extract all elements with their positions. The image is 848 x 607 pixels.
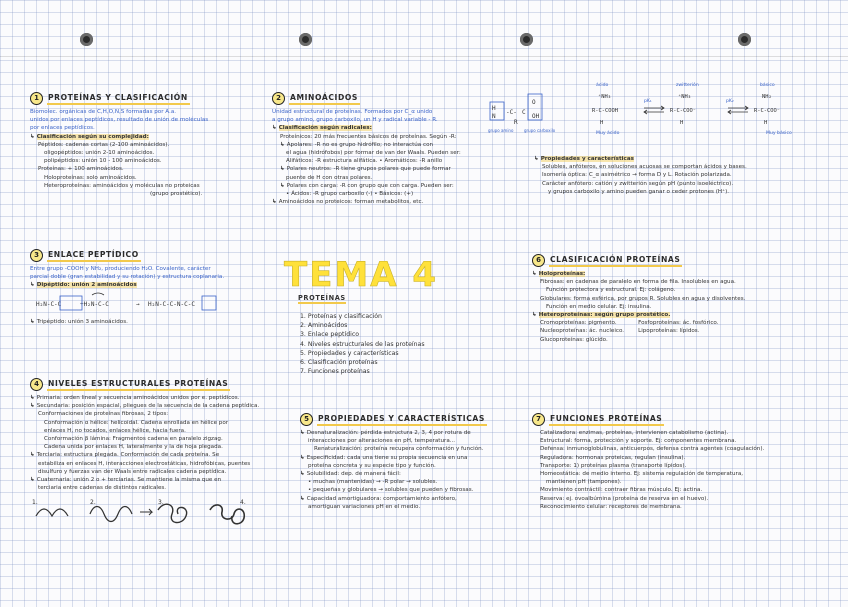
arrow-icon: ↳	[532, 271, 537, 277]
note-line: Desnaturalización: pérdida estructura 2, 3, 4 por rotura de	[306, 430, 471, 436]
arrow-icon: ↳	[280, 166, 285, 173]
arrow-icon: ↳	[272, 199, 277, 206]
section-title: ENLACE PEPTÍDICO	[47, 250, 141, 262]
arrow-icon: ↳	[30, 452, 35, 459]
note-line: Conformación α hélice: helicoidal. Cadena enrollada en hélice por	[44, 419, 229, 426]
section-title: FUNCIONES PROTEÍNAS	[549, 414, 664, 426]
note-line: Cuaternaria: unión 2 o + terciarias. Se mantiene la misma que en	[36, 477, 222, 484]
svg-text:-C-: -C-	[506, 109, 517, 116]
properties-summary	[534, 155, 834, 196]
section-protein-classification	[532, 254, 832, 344]
note-line: Proteínicos: 20 más frecuentes básicos de proteínas. Según -R:	[280, 133, 457, 140]
note-line: Solubilidad: dep. de manera fácil:	[306, 471, 401, 478]
arrow-icon: ↳	[300, 471, 305, 478]
svg-text:H₂N-C-C: H₂N-C-C	[36, 300, 62, 308]
amino-acid-structure-drawing	[488, 92, 556, 142]
note-line: puente de H con otras polares.	[286, 174, 373, 181]
svg-text:OH: OH	[532, 113, 540, 120]
note-line: Reconocimiento celular: receptores de membrana.	[540, 503, 682, 510]
note-line: Heteroproteínas: aminoácidos y moléculas no proteicas	[44, 182, 200, 189]
note-line: Función en medio celular. Ej: insulina.	[546, 303, 652, 310]
index-item: 3. Enlace peptídico	[300, 331, 360, 339]
section-amino-acids	[272, 92, 514, 206]
note-line: Reserva: ej. ovoalbúmina (proteína de reserva en el huevo).	[540, 495, 709, 502]
note-line: polipéptidos: unión 10 - 100 aminoácidos.	[44, 158, 162, 165]
note-line: Fosfoproteínas: ác. fosfórico.	[638, 320, 719, 327]
equation-label: Muy ácido	[596, 131, 620, 136]
note-line: terciaria entre cadenas de distintos radicales.	[38, 485, 167, 492]
note-line: a grupo amino, grupo carboxilo, un H y radical variable - R.	[272, 117, 438, 124]
note-line: Solubles, anfóteros, en soluciones acuosas se comportan ácidos y bases.	[542, 164, 747, 171]
note-line: Unidad estructural de proteínas. Formados por C_α unido	[272, 109, 433, 115]
arrow-icon: ↳	[30, 403, 35, 410]
note-line: Entre grupo -COOH y NH₂, produciendo H₂O. Covalente, carácter	[30, 266, 211, 272]
note-line: Apolares: -R no es grupo hidrófilo; no interactúa con	[286, 141, 434, 148]
note-line: Función protectora y estructural. Ej: colágeno.	[546, 287, 676, 294]
arrow-icon: ↳	[300, 430, 305, 436]
index-item: 4. Niveles estructurales de las proteínas	[300, 340, 425, 348]
section-number: 2	[272, 92, 285, 105]
note-line: el agua (hidrófobos) por formar de van der Waals. Pueden ser:	[286, 150, 461, 157]
binder-hole	[299, 33, 312, 46]
note-line: Clasificación según radicales:	[278, 125, 372, 132]
section-proteins-classification	[30, 92, 270, 198]
note-line: Terciaria: estructura plegada. Conformación de cada proteína. Se	[36, 452, 220, 459]
figure-label: 2.	[90, 499, 96, 507]
section-title: NIVELES ESTRUCTURALES PROTEÍNAS	[47, 379, 230, 391]
equation-label: ácido	[596, 83, 609, 88]
svg-text:R-C-COO⁻: R-C-COO⁻	[670, 108, 696, 114]
note-line: Homeostática: de medio interno. Ej: sistema regulación de temperatura,	[540, 471, 744, 478]
topic-index	[300, 312, 425, 376]
svg-text:H: H	[764, 120, 768, 126]
arrow-icon: ↳	[30, 282, 35, 289]
note-line: Alifáticos: -R estructura alifática. • Aromáticos: -R anillo	[286, 158, 443, 165]
note-line: Tripéptido: unión 3 aminoácidos.	[36, 318, 128, 325]
arrow-icon: ↳	[280, 141, 285, 148]
note-line: Globulares: forma esférica, por grupos R. Solubles en agua y disolventes.	[540, 295, 746, 302]
index-item: 7. Funciones proteínas	[300, 368, 370, 376]
note-line: Transporte: 1) proteínas plasma (transporte lípidos).	[540, 462, 687, 469]
protein-structure-drawing	[30, 496, 280, 526]
note-line: Glucoproteínas: glúcido.	[540, 336, 608, 343]
note-line: Reguladora: hormonas proteicas, regulan (insulina).	[540, 454, 686, 461]
note-line: Cadena unida por enlaces H, lateralmente y la de hoja plegada.	[44, 444, 223, 451]
binder-hole	[80, 33, 93, 46]
note-line: estabiliza en enlaces H, interacciones electrostáticas, hidrofóbicas, puentes	[38, 460, 251, 467]
note-line: Defensa: inmunoglobulinas, anticuerpos, defensa contra agentes (coagulación).	[540, 446, 765, 453]
dipeptide-formula-drawing	[30, 290, 270, 318]
heteroprotein-grid	[532, 319, 832, 344]
note-line: Primaria: orden lineal y secuencia aminoácidos unidos por e. peptídicos.	[36, 395, 240, 401]
note-line: Holoproteínas: solo aminoácidos.	[44, 174, 137, 181]
note-line: Péptidos: cadenas cortas (2-100 aminoácidos).	[38, 141, 170, 148]
note-line: • pequeñas y globulares → solubles que pueden y fibrosas.	[308, 487, 474, 494]
svg-text:⁺NH₃: ⁺NH₃	[678, 94, 691, 100]
equation-label: básico	[760, 83, 775, 88]
section-number: 4	[30, 378, 43, 391]
index-item: 1. Proteínas y clasificación	[300, 313, 382, 320]
note-line: por enlaces peptídicos.	[30, 125, 95, 132]
note-line: Polares neutros: -R tiene grupos polares que puede formar	[286, 166, 451, 173]
note-line: Catalizadora: enzimas, proteínas, intervienen catabolismo (actina).	[540, 430, 729, 436]
section-title: PROTEÍNAS Y CLASIFICACIÓN	[47, 93, 190, 105]
section-structural-levels	[30, 378, 280, 526]
arrow-icon: ↳	[532, 312, 537, 319]
section-number: 5	[300, 413, 313, 426]
svg-text:R: R	[514, 119, 518, 126]
arrow-icon: ↳	[300, 495, 305, 502]
arrow-icon: ↳	[30, 395, 35, 401]
note-line: • Ácidos: -R grupo carboxilo (-) • Básicos: (+)	[286, 191, 414, 198]
note-line: Cromoproteínas: pigmento.	[540, 320, 617, 327]
note-line: Especificidad: cada una tiene su propia secuencia en una	[306, 454, 468, 461]
note-line: Secundaria: posición espacial, pliegues de la secuencia de la cadena peptídica.	[36, 403, 260, 410]
equation-label: Muy básico	[766, 131, 792, 136]
group-label: grupo amino	[488, 128, 514, 133]
note-line: Conformación β lámina: Fragmentos cadena en paralelo zigzag.	[44, 436, 223, 443]
index-item: 2. Aminoácidos	[300, 322, 348, 330]
svg-text:O: O	[532, 99, 536, 106]
svg-text:→: →	[136, 300, 140, 308]
note-line: Aminoácidos no proteicos: forman metabolitos, etc.	[278, 199, 424, 206]
note-line: Clasificación según su complejidad:	[36, 133, 149, 140]
note-line: Holoproteínas:	[538, 271, 586, 277]
arrow-icon: ↳	[272, 125, 277, 132]
note-line: Propiedades y características	[540, 156, 634, 162]
section-number: 7	[532, 413, 545, 426]
svg-text:H₂N-C-C-N-C-C: H₂N-C-C-N-C-C	[148, 300, 195, 308]
equation-label: pK₂	[726, 99, 734, 104]
note-line: Biomolec. orgánicas de C,H,O,N,S formadas por A.a.	[30, 109, 177, 115]
arrow-icon: ↳	[30, 477, 35, 484]
section-title: PROPIEDADES Y CARACTERÍSTICAS	[317, 414, 487, 426]
binder-hole	[520, 33, 533, 46]
section-number: 6	[532, 254, 545, 267]
ionization-equation-drawing	[590, 80, 840, 142]
note-line: parcial doble (gran estabilidad y su rotación) y estructura coplanaria.	[30, 274, 225, 281]
note-line: Movimiento contráctil: contraer fibras músculo. Ej: actina.	[540, 487, 703, 494]
svg-text:N: N	[492, 113, 496, 120]
note-line: Nucleoproteínas: ác. nucleico.	[540, 328, 625, 335]
note-line: Isomería óptica: C_α asimétrico → forma D y L. Rotación polarizada.	[542, 172, 732, 179]
note-line: proteína concreta y su especie tipo y función.	[308, 462, 436, 469]
svg-text:NH₂: NH₂	[762, 94, 772, 100]
note-line: • muchas (mantenidas) → -R polar → solubles.	[308, 479, 438, 486]
note-line: Polares con carga: -R con grupo que con carga. Pueden ser:	[286, 182, 454, 189]
svg-text:C: C	[522, 109, 526, 116]
svg-text:H: H	[680, 120, 684, 126]
note-line: Heteroproteínas: según grupo prostético.	[538, 312, 671, 319]
note-line: mantienen pH (tampones).	[546, 479, 622, 486]
section-peptide-bond	[30, 249, 270, 326]
note-line: Renaturalización: proteína recupera conformación y función.	[314, 446, 484, 453]
page-fold	[0, 56, 848, 57]
section-number: 1	[30, 92, 43, 105]
equation-label: zwitterión	[676, 83, 699, 88]
note-line: amortiguan variaciones pH en el medio.	[308, 503, 421, 510]
arrow-icon: ↳	[30, 133, 35, 140]
note-line: Carácter anfótero: catión y zwitterión según pH (punto isoeléctrico).	[542, 180, 734, 187]
section-title: CLASIFICACIÓN PROTEÍNAS	[549, 255, 682, 267]
figure-label: 4.	[240, 499, 246, 507]
page-subtitle: PROTEÍNAS	[298, 294, 346, 302]
svg-text:⁺NH₃: ⁺NH₃	[598, 94, 611, 100]
binder-hole	[738, 33, 751, 46]
note-line: y grupos carboxilo y amino pueden ganar o ceder protones (H⁺).	[548, 188, 730, 195]
note-line: (grupo prostético).	[150, 191, 203, 198]
arrow-icon: ↳	[30, 318, 35, 325]
note-line: oligopéptidos: unión 2-10 aminoácidos.	[44, 150, 155, 157]
svg-text:H: H	[600, 120, 604, 126]
svg-text:R-C-COO⁻: R-C-COO⁻	[754, 108, 780, 114]
svg-text:R-C-COOH: R-C-COOH	[592, 108, 618, 114]
note-line: enlaces H, no tocados, enlaces hélice, hacia fuera.	[44, 427, 186, 434]
arrow-icon: ↳	[280, 182, 285, 189]
note-line: Fibrosas: en cadenas de paralelo en forma de fila. Insolubles en agua.	[540, 279, 736, 286]
note-line: Estructural: forma, protección y soporte. Ej: componentes membrana.	[540, 438, 737, 445]
note-line: interacciones por alteraciones en pH, temperatura...	[308, 438, 456, 445]
svg-text:+H₂N-C-C: +H₂N-C-C	[80, 300, 109, 308]
section-properties	[300, 413, 540, 511]
figure-label: 1.	[32, 499, 38, 507]
arrow-icon: ↳	[534, 156, 539, 162]
page-title: TEMA 4	[284, 255, 439, 295]
section-protein-functions	[532, 413, 832, 511]
note-line: Lipoproteínas: lípidos.	[638, 328, 700, 335]
note-line: Proteínas: + 100 aminoácidos.	[38, 166, 124, 173]
note-line: Conformaciones de proteínas fibrosas, 2 tipos:	[38, 411, 169, 418]
section-number: 3	[30, 249, 43, 262]
index-item: 5. Propiedades y características	[300, 349, 399, 357]
section-title: AMINOÁCIDOS	[289, 93, 360, 105]
note-line: disulfuro y fuerzas van der Waals entre radicales cadena peptídica.	[38, 468, 227, 475]
note-line: unidos por enlaces peptídicos, resultado de unión de moléculas	[30, 117, 209, 124]
note-line: Capacidad amortiguadora: comportamiento anfótero,	[306, 495, 457, 502]
group-label: grupo carboxilo	[524, 128, 556, 133]
note-line: Dipéptido: unión 2 aminoácidos	[36, 282, 137, 289]
svg-text:H: H	[492, 105, 496, 112]
arrow-icon: ↳	[300, 454, 305, 461]
figure-label: 3.	[158, 499, 164, 507]
index-item: 6. Clasificación proteínas	[300, 359, 378, 367]
equation-label: pK₁	[644, 99, 652, 104]
